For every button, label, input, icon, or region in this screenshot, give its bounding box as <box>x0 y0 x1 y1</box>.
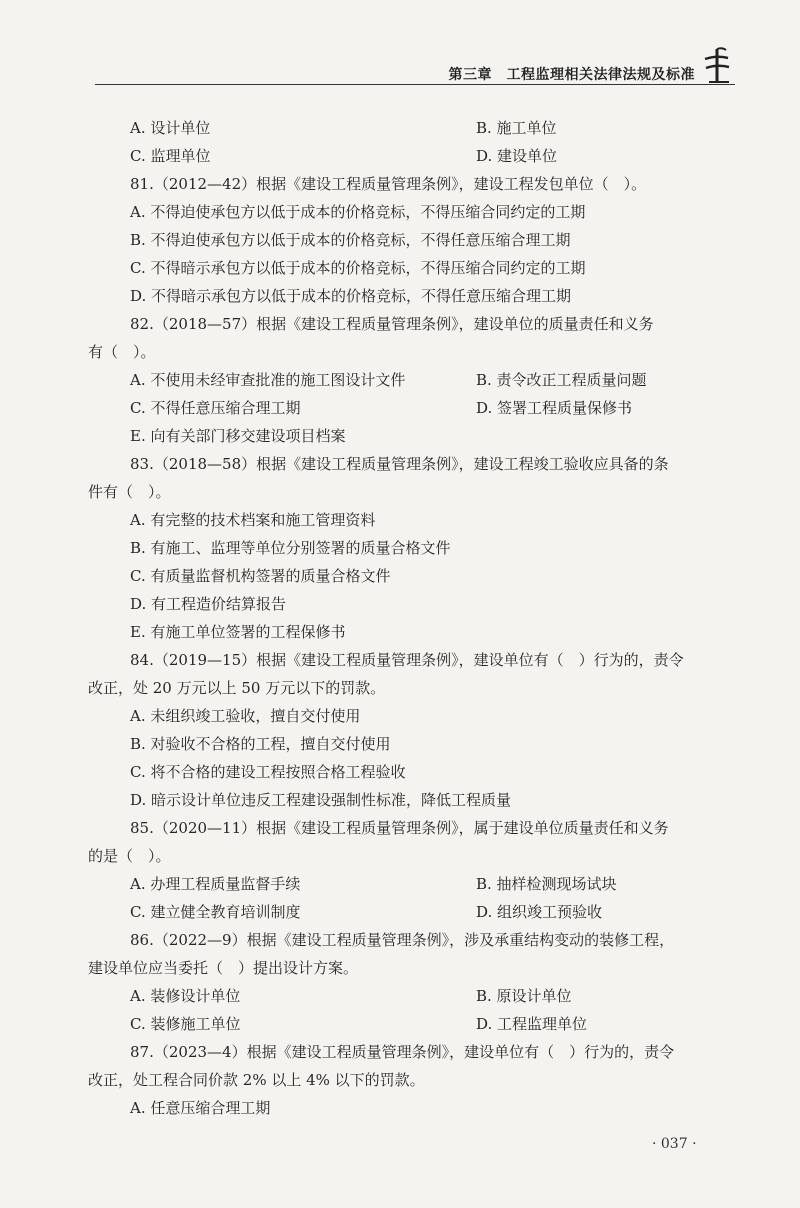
option-b: B. 施工单位 <box>476 119 557 137</box>
question-81-option-a: A. 不得迫使承包方以低于成本的价格竞标，不得压缩合同约定的工期 <box>130 203 586 221</box>
publisher-logo-icon <box>695 46 735 86</box>
question-84-line-1: 84.（2019—15）根据《建设工程质量管理条例》，建设单位有（ ）行为的，责令 <box>130 651 684 669</box>
option-row <box>88 114 698 142</box>
question-83-option-a: A. 有完整的技术档案和施工管理资料 <box>130 511 376 529</box>
option-row <box>88 898 698 926</box>
question-82-option-e: E. 向有关部门移交建设项目档案 <box>130 427 346 445</box>
option-row <box>88 870 698 898</box>
question-87-option-a: A. 任意压缩合理工期 <box>130 1099 271 1117</box>
question-84-option-a: A. 未组织竣工验收，擅自交付使用 <box>130 707 361 725</box>
question-85-option-d: D. 组织竣工预验收 <box>476 903 603 921</box>
question-87-line-2: 改正，处工程合同价款 2% 以上 4% 以下的罚款。 <box>88 1071 425 1089</box>
option-row <box>88 394 698 422</box>
question-82-option-c: C. 不得任意压缩合理工期 <box>130 399 301 417</box>
question-87-line-1: 87.（2023—4）根据《建设工程质量管理条例》，建设单位有（ ）行为的，责令 <box>130 1043 675 1061</box>
question-82-line-1: 82.（2018—57）根据《建设工程质量管理条例》，建设单位的质量责任和义务 <box>130 315 654 333</box>
question-83-line-1: 83.（2018—58）根据《建设工程质量管理条例》，建设工程竣工验收应具备的条 <box>130 455 669 473</box>
page-number: · 037 · <box>652 1136 697 1152</box>
question-85-option-c: C. 建立健全教育培训制度 <box>130 903 301 921</box>
question-86-line-1: 86.（2022—9）根据《建设工程质量管理条例》，涉及承重结构变动的装修工程， <box>130 931 675 949</box>
question-83-option-c: C. 有质量监督机构签署的质量合格文件 <box>130 567 391 585</box>
question-84-option-d: D. 暗示设计单位违反工程建设强制性标准，降低工程质量 <box>130 791 512 809</box>
question-86-option-a: A. 装修设计单位 <box>130 987 241 1005</box>
question-86-option-c: C. 装修施工单位 <box>130 1015 241 1033</box>
chapter-title: 第三章 工程监理相关法律法规及标准 <box>448 67 695 83</box>
question-81: 81.（2012—42）根据《建设工程质量管理条例》，建设工程发包单位（ ）。 <box>130 175 647 193</box>
question-86-option-d: D. 工程监理单位 <box>476 1015 588 1033</box>
question-86-option-b: B. 原设计单位 <box>476 987 572 1005</box>
option-row <box>88 366 698 394</box>
option-d: D. 建设单位 <box>476 147 558 165</box>
question-83-option-b: B. 有施工、监理等单位分别签署的质量合格文件 <box>130 539 451 557</box>
question-83-line-2: 件有（ ）。 <box>88 483 171 501</box>
question-82-option-d: D. 签署工程质量保修书 <box>476 399 633 417</box>
header-rule <box>95 84 735 85</box>
option-a: A. 设计单位 <box>130 119 211 137</box>
question-82-option-a: A. 不使用未经审查批准的施工图设计文件 <box>130 371 406 389</box>
question-82-line-2: 有（ ）。 <box>88 343 156 361</box>
running-header <box>95 46 735 84</box>
question-82-option-b: B. 责令改正工程质量问题 <box>476 371 647 389</box>
question-86-line-2: 建设单位应当委托（ ）提出设计方案。 <box>88 959 359 977</box>
question-85-option-b: B. 抽样检测现场试块 <box>476 875 617 893</box>
question-84-line-2: 改正，处 20 万元以上 50 万元以下的罚款。 <box>88 679 386 697</box>
question-84-option-c: C. 将不合格的建设工程按照合格工程验收 <box>130 763 406 781</box>
option-row <box>88 982 698 1010</box>
question-83-option-e: E. 有施工单位签署的工程保修书 <box>130 623 346 641</box>
option-row <box>88 142 698 170</box>
question-81-option-c: C. 不得暗示承包方以低于成本的价格竞标，不得压缩合同约定的工期 <box>130 259 586 277</box>
option-c: C. 监理单位 <box>130 147 211 165</box>
question-81-option-d: D. 不得暗示承包方以低于成本的价格竞标，不得任意压缩合理工期 <box>130 287 572 305</box>
question-83-option-d: D. 有工程造价结算报告 <box>130 595 287 613</box>
question-85-option-a: A. 办理工程质量监督手续 <box>130 875 301 893</box>
question-content <box>88 114 698 1122</box>
option-row <box>88 1010 698 1038</box>
question-85-line-1: 85.（2020—11）根据《建设工程质量管理条例》，属于建设单位质量责任和义务 <box>130 819 669 837</box>
question-85-line-2: 的是（ ）。 <box>88 847 171 865</box>
question-81-option-b: B. 不得迫使承包方以低于成本的价格竞标，不得任意压缩合理工期 <box>130 231 571 249</box>
question-84-option-b: B. 对验收不合格的工程，擅自交付使用 <box>130 735 391 753</box>
